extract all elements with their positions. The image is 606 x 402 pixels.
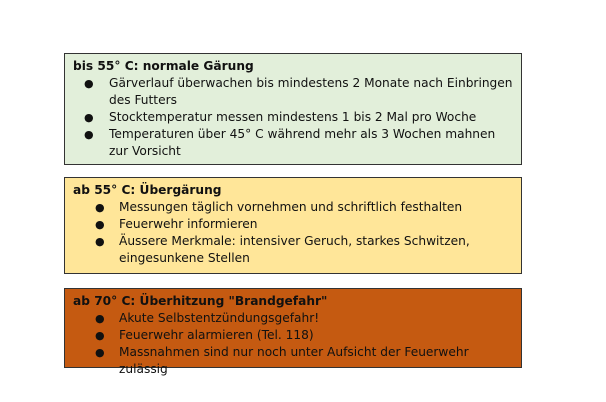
bullet-icon: ● — [84, 128, 94, 141]
bullet-icon: ● — [95, 235, 105, 248]
list-item-text: Stocktemperatur messen mindestens 1 bis 2 Mal pro Woche — [109, 110, 477, 124]
list-item — [73, 126, 513, 160]
info-box-normal-fermentation — [64, 53, 522, 165]
list-item-text: Feuerwehr informieren — [119, 217, 258, 231]
bullet-icon: ● — [84, 111, 94, 124]
list-item — [73, 233, 513, 267]
list-item — [73, 199, 513, 216]
info-box-overheating-fire-risk — [64, 288, 522, 376]
bullet-list — [73, 310, 513, 378]
list-item — [73, 109, 513, 126]
list-item — [73, 327, 513, 344]
bullet-icon: ● — [95, 201, 105, 214]
list-item-text: Gärverlauf überwachen bis mindestens 2 Monate nach Einbringen des Futters — [109, 76, 513, 107]
box-title: ab 55° C: Übergärung — [73, 183, 222, 197]
list-item-text: Temperaturen über 45° C während mehr als 3 Wochen mahnen zur Vorsicht — [109, 127, 496, 158]
list-item — [73, 344, 513, 378]
list-item — [73, 310, 513, 327]
bullet-list — [73, 199, 513, 267]
list-item — [73, 216, 513, 233]
bullet-icon: ● — [95, 312, 105, 325]
bullet-icon: ● — [95, 218, 105, 231]
list-item-text: Akute Selbstentzündungsgefahr! — [119, 311, 320, 325]
bullet-icon: ● — [84, 77, 94, 90]
list-item-text: Messungen täglich vornehmen und schriftlich festhalten — [119, 200, 463, 214]
bullet-icon: ● — [95, 329, 105, 342]
list-item — [73, 75, 513, 109]
bullet-list — [73, 75, 513, 160]
box-title: bis 55° C: normale Gärung — [73, 59, 254, 73]
info-box-over-fermentation — [64, 177, 522, 274]
list-item-text: Feuerwehr alarmieren (Tel. 118) — [119, 328, 314, 342]
bullet-icon: ● — [95, 346, 105, 359]
list-item-text: Äussere Merkmale: intensiver Geruch, starkes Schwitzen, eingesunkene Stellen — [119, 234, 470, 265]
list-item-text: Massnahmen sind nur noch unter Aufsicht der Feuerwehr zulässig — [119, 345, 469, 376]
box-title: ab 70° C: Überhitzung "Brandgefahr" — [73, 294, 328, 308]
